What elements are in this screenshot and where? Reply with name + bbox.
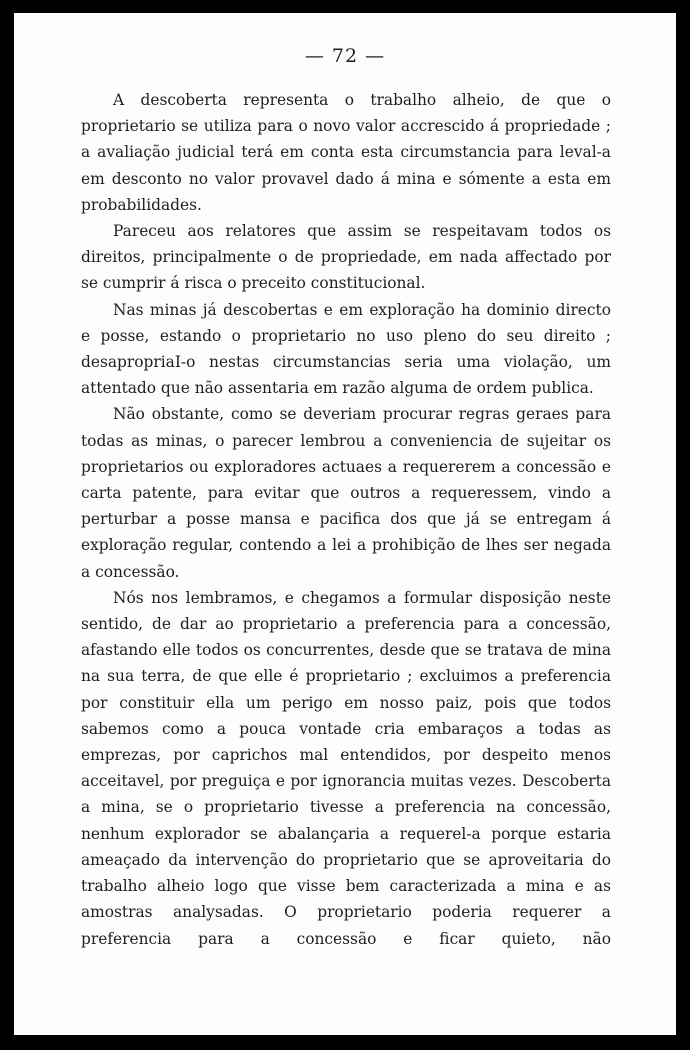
paragraph-2: Pareceu aos relatores que assim se respeitavam todos os direitos, principalmente o de propriedade, em nada affectado por se cumprir á risca o preceito constitucional. [81, 222, 611, 293]
page-number: — 72 — [304, 45, 386, 67]
book-page [14, 13, 676, 1035]
paragraph-1: A descoberta representa o trabalho alheio, de que o proprietario se utiliza para o novo valor accrescido á propriedade ; a avaliação judicial terá em conta esta circumstancia para leval-a em desconto no valor provavel dado á mina e sómente a esta em probabilidades. [81, 91, 611, 214]
paragraph-3: Nas minas já descobertas e em exploração ha dominio directo e posse, estando o proprietario no uso pleno do seu direito ; desapropriaI-o nestas circumstancias seria uma violação, um attentado que não assentaria em razão alguma de ordem publica. [81, 300, 611, 398]
paragraph-5: Nós nos lembramos, e chegamos a formular disposição neste sentido, de dar ao proprietario a preferencia para a concessão, afastando elle todos os concurrentes, desde que se tratava de mina na sua terra, de que elle é proprietario ; excluimos a preferencia por constituir ella um perigo em nosso paiz, pois que todos sabemos como a pouca vontade cria embaraços a todas as emprezas, por caprichos mal entendidos, por despeito menos acceitavel, por preguiça e por ignorancia muitas vezes. Descoberta a mina, se o proprietario tivesse a preferencia na concessão, nenhum explorador se abalançaria a requerel-a porque estaria ameaçado da intervenção do proprietario que se aproveitaria do trabalho alheio logo que visse bem caracterizada a mina e as amostras analysadas. O proprietario poderia requerer a preferencia para a concessão e ficar quieto, não [81, 588, 611, 948]
body-text [81, 87, 611, 952]
paragraph-4: Não obstante, como se deveriam procurar regras geraes para todas as minas, o parecer lembrou a conveniencia de sujeitar os proprietarios ou exploradores actuaes a requererem a concessão e carta patente, para evitar que outros a requeressem, vindo a perturbar a posse mansa e pacifica dos que já se entregam á exploração regular, contendo a lei a prohibição de lhes ser negada a concessão. [81, 405, 611, 581]
